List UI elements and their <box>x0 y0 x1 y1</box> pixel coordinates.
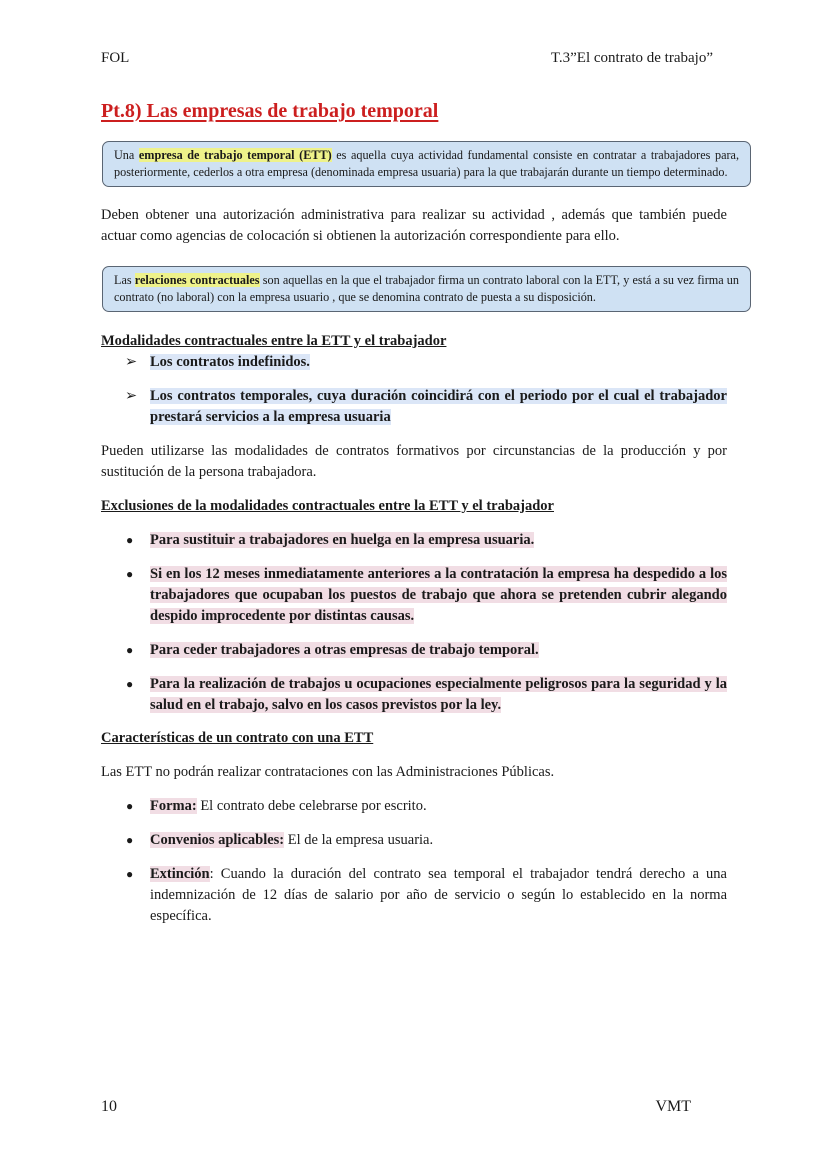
list-item <box>101 796 727 817</box>
box2-prefix: Las <box>114 273 135 287</box>
bullet-icon: ● <box>126 677 134 691</box>
list-item <box>101 386 727 428</box>
bullet-icon: ● <box>126 643 134 657</box>
list-item-label: Convenios aplicables: <box>150 832 285 848</box>
list-item <box>101 640 727 661</box>
page-number: 10 <box>101 1098 117 1115</box>
exclusiones-list <box>101 530 727 716</box>
list-item <box>101 530 727 551</box>
list-item-text: Para sustituir a trabajadores en huelga en la empresa usuaria. <box>150 532 535 548</box>
list-item-text: Si en los 12 meses inmediatamente anteriores a la contratación la empresa ha despedido a los trabajadores que ocupaban los puestos de trabajo que ahora se pretenden cubrir alegando despido improcedente por distintas causas. <box>150 566 727 624</box>
bullet-icon: ● <box>126 533 134 547</box>
list-item-text: Para ceder trabajadores a otras empresas de trabajo temporal. <box>150 642 539 658</box>
list-item-text: Los contratos indefinidos. <box>150 354 310 370</box>
section-title-modalidades: Modalidades contractuales entre la ETT y el trabajador <box>101 333 447 349</box>
list-item-text: El de la empresa usuaria. <box>284 832 434 848</box>
section-title-exclusiones: Exclusiones de la modalidades contractuales entre la ETT y el trabajador <box>101 498 554 514</box>
authorization-paragraph: Deben obtener una autorización administrativa para realizar su actividad , además que también puede actuar como agencias de colocación si obtienen la autorización correspondiente para ello. <box>101 207 727 244</box>
arrow-bullet-icon: ➢ <box>125 388 138 404</box>
bullet-icon: ● <box>126 799 134 813</box>
box2-highlight: relaciones contractuales <box>134 273 260 287</box>
administraciones-paragraph: Las ETT no podrán realizar contrataciones con las Administraciones Públicas. <box>101 764 555 780</box>
list-item-text: El contrato debe celebrarse por escrito. <box>196 798 427 814</box>
box1-text: es aquella cuya actividad fundamental consiste en contratar a trabajadores para, posteriormente, cederlos a otra empresa (denominada empresa usuaria) para la que trabajarán durante un tiempo determinado. <box>114 148 739 179</box>
list-item-label: Extinción <box>150 866 210 882</box>
list-item-text: : Cuando la duración del contrato sea temporal el trabajador tendrá derecho a una indemnización de 12 días de salario por año de servicio o según lo establecido en la norma específica. <box>150 866 727 924</box>
box2-text: son aquellas en la que el trabajador firma un contrato laboral con la ETT, y está a su vez firma un contrato (no laboral) con la empresa usuario , que se denomina contrato de puesta a su disposición. <box>114 273 739 304</box>
list-item-text: Los contratos temporales, cuya duración coincidirá con el periodo por el cual el trabajador prestará servicios a la empresa usuaria <box>150 388 727 425</box>
caracteristicas-list <box>101 796 727 927</box>
box1-highlight: empresa de trabajo temporal (ETT) <box>138 148 332 162</box>
list-item-text: Para la realización de trabajos u ocupaciones especialmente peligrosos para la seguridad y la salud en el trabajo, salvo en los casos previstos por la ley. <box>150 676 727 713</box>
bullet-icon: ● <box>126 833 134 847</box>
arrow-bullet-icon: ➢ <box>125 354 138 370</box>
header-subject: FOL <box>101 50 130 66</box>
footer-author: VMT <box>655 1098 691 1115</box>
list-item <box>101 864 727 927</box>
list-item <box>101 352 727 373</box>
section-title-caracteristicas: Características de un contrato con una ETT <box>101 730 374 746</box>
header-topic: T.3”El contrato de trabajo” <box>550 50 713 66</box>
list-item <box>101 830 727 851</box>
definition-box-ett <box>102 141 751 187</box>
list-item-label: Forma: <box>150 798 197 814</box>
definition-box-relations <box>102 266 751 312</box>
list-item <box>101 564 727 627</box>
bullet-icon: ● <box>126 867 134 881</box>
page-title: Pt.8) Las empresas de trabajo temporal <box>101 100 439 122</box>
modalidades-list <box>101 352 727 428</box>
bullet-icon: ● <box>126 567 134 581</box>
formative-paragraph: Pueden utilizarse las modalidades de contratos formativos por circunstancias de la producción y por sustitución de la persona trabajadora. <box>101 443 727 480</box>
box1-prefix: Una <box>114 148 139 162</box>
page-content <box>101 100 739 927</box>
list-item <box>101 674 727 716</box>
